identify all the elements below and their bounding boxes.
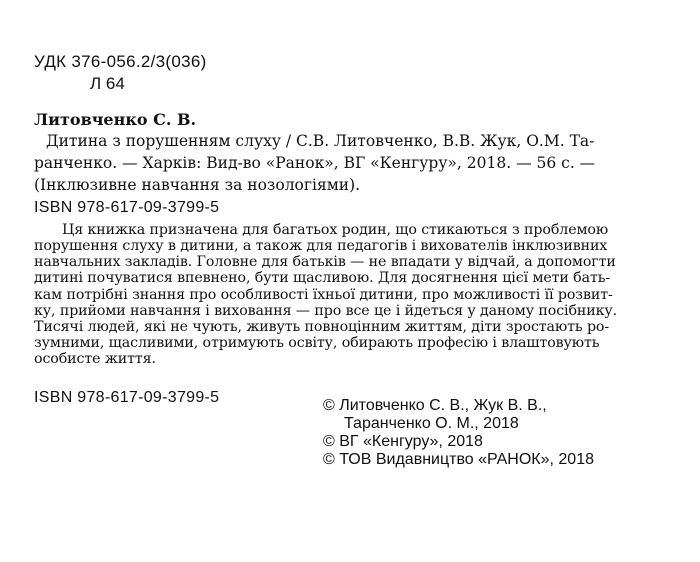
annotation-line-6: ку, прийоми навчання і виховання — про все це і йдеться у даному посібнику. [34,303,618,319]
copyright-line-3: © ВГ «Кенгуру», 2018 [323,433,483,450]
isbn-bottom: ISBN 978-617-09-3799-5 [34,389,220,406]
copyright-line-4: © ТОВ Видавництво «РАНОК», 2018 [323,451,594,468]
isbn-top: ISBN 978-617-09-3799-5 [34,199,220,216]
udk-code: УДК 376-056.2/3(036) [34,52,207,71]
annotation-line-5: кам потрібні знання про особливості їхньої дитини, про можливості її розвит- [34,287,613,303]
record-line-3: (Інклюзивне навчання за нозологіями). [34,176,361,194]
annotation-line-3: навчальних закладів. Головне для батьків — не впадати у відчай, а допомогти [34,254,616,270]
record-line-1: Дитина з порушенням слуху / С.В. Литовченко, В.В. Жук, О.М. Та- [46,132,595,150]
copyright-line-1: © Литовченко С. В., Жук В. В., [323,397,547,414]
author-mark: Л 64 [90,74,125,93]
copyright-line-2: Таранченко О. М., 2018 [344,415,519,432]
annotation-line-1: Ця книжка призначена для багатьох родин, що стикаються з проблемою [62,222,609,238]
annotation-line-4: дитині почуватися впевнено, бути щасливою. Для досягнення цієї мети бать- [34,270,611,286]
annotation-line-8: зумними, щасливими, отримують освіту, обирають професію і влаштовують [34,335,600,351]
annotation-line-7: Тисячі людей, які не чують, живуть повноцінним життям, діти зростають ро- [34,319,610,335]
annotation-line-2: порушення слуху в дитини, а також для педагогів і вихователів інклюзивних [34,238,608,254]
annotation-line-9: особисте життя. [34,351,156,367]
author-heading: Литовченко С. В. [34,110,197,129]
record-line-2: ранченко. — Харків: Вид-во «Ранок», ВГ «Кенгуру», 2018. — 56 с. — [34,154,596,172]
